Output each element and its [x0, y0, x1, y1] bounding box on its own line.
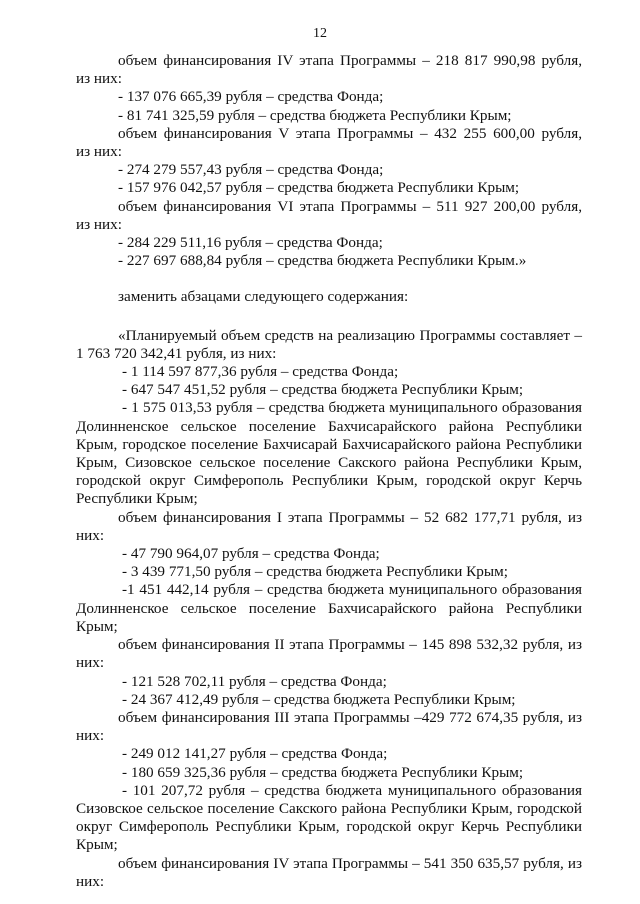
- document-body: [76, 52, 582, 891]
- spacer: [76, 270, 582, 288]
- text-line: них:: [76, 654, 105, 672]
- text-line: - 157 976 042,57 рубля – средства бюджета Республики Крым;: [118, 179, 520, 197]
- text-line: - 249 012 141,27 рубля – средства Фонда;: [122, 745, 388, 763]
- text-line: - 1 575 013,53 рубля – средства бюджета муниципального образования: [122, 399, 582, 417]
- text-line: Крым, Сизовское сельское поселение Сакского района Республики Крым,: [76, 454, 582, 472]
- text-line: - 121 528 702,11 рубля – средства Фонда;: [122, 672, 387, 690]
- text-line: - 274 279 557,43 рубля – средства Фонда;: [118, 161, 384, 179]
- text-line: - 101 207,72 рубля – средства бюджета муниципального образования: [122, 781, 582, 799]
- text-line: объем финансирования I этапа Программы – 52 682 177,71 рубля, из: [118, 508, 582, 526]
- text-line: - 284 229 511,16 рубля – средства Фонда;: [118, 234, 383, 252]
- text-line: Долинненское сельское поселение Бахчисарайского района Республики: [76, 599, 582, 617]
- text-line: «Планируемый объем средств на реализацию Программы составляет –: [118, 326, 582, 344]
- text-line: 1 763 720 342,41 рубля, из них:: [76, 344, 277, 362]
- text-line: из них:: [76, 70, 122, 88]
- text-line: них:: [76, 727, 105, 745]
- text-line: объем финансирования V этапа Программы – 432 255 600,00 рубля,: [118, 124, 582, 142]
- text-line: них:: [76, 872, 105, 890]
- text-line: округ Симферополь Республики Крым, городской округ Керчь Республики: [76, 818, 582, 836]
- text-line: - 227 697 688,84 рубля – средства бюджета Республики Крым.»: [118, 252, 527, 270]
- text-line: - 180 659 325,36 рубля – средства бюджета Республики Крым;: [122, 763, 524, 781]
- text-line: - 1 114 597 877,36 рубля – средства Фонда;: [122, 363, 399, 381]
- text-line: - 24 367 412,49 рубля – средства бюджета Республики Крым;: [122, 690, 516, 708]
- text-line: - 47 790 964,07 рубля – средства Фонда;: [122, 545, 380, 563]
- text-line: Долинненское сельское поселение Бахчисарайского района Республики: [76, 417, 582, 435]
- text-line: объем финансирования IV этапа Программы – 218 817 990,98 рубля,: [118, 52, 582, 69]
- text-line: заменить абзацами следующего содержания:: [118, 288, 409, 306]
- text-line: Крым;: [76, 617, 118, 635]
- text-line: - 81 741 325,59 рубля – средства бюджета Республики Крым;: [118, 106, 512, 124]
- text-line: Крым;: [76, 836, 118, 854]
- text-line: объем финансирования III этапа Программы –429 772 674,35 рубля, из: [118, 708, 582, 726]
- text-line: объем финансирования IV этапа Программы – 541 350 635,57 рубля, из: [118, 854, 582, 872]
- text-line: - 647 547 451,52 рубля – средства бюджета Республики Крым;: [122, 381, 524, 399]
- text-line: -1 451 442,14 рубля – средства бюджета муниципального образования: [122, 581, 582, 599]
- text-line: Сизовское сельское поселение Сакского района Республики Крым, городской: [76, 799, 582, 817]
- text-line: объем финансирования II этапа Программы – 145 898 532,32 рубля, из: [118, 636, 582, 654]
- spacer: [76, 307, 582, 327]
- text-line: - 137 076 665,39 рубля – средства Фонда;: [118, 88, 384, 106]
- text-line: Республики Крым;: [76, 490, 198, 508]
- text-line: них:: [76, 526, 105, 544]
- text-line: из них:: [76, 143, 122, 161]
- text-line: Крым, городское поселение Бахчисарай Бахчисарайского района Республики: [76, 435, 582, 453]
- text-line: объем финансирования VI этапа Программы – 511 927 200,00 рубля,: [118, 197, 582, 215]
- text-line: городской округ Симферополь Республики Крым, городской округ Керчь: [76, 472, 582, 490]
- page-number: 12: [313, 26, 327, 41]
- text-line: - 3 439 771,50 рубля – средства бюджета Республики Крым;: [122, 563, 508, 581]
- text-line: из них:: [76, 215, 122, 233]
